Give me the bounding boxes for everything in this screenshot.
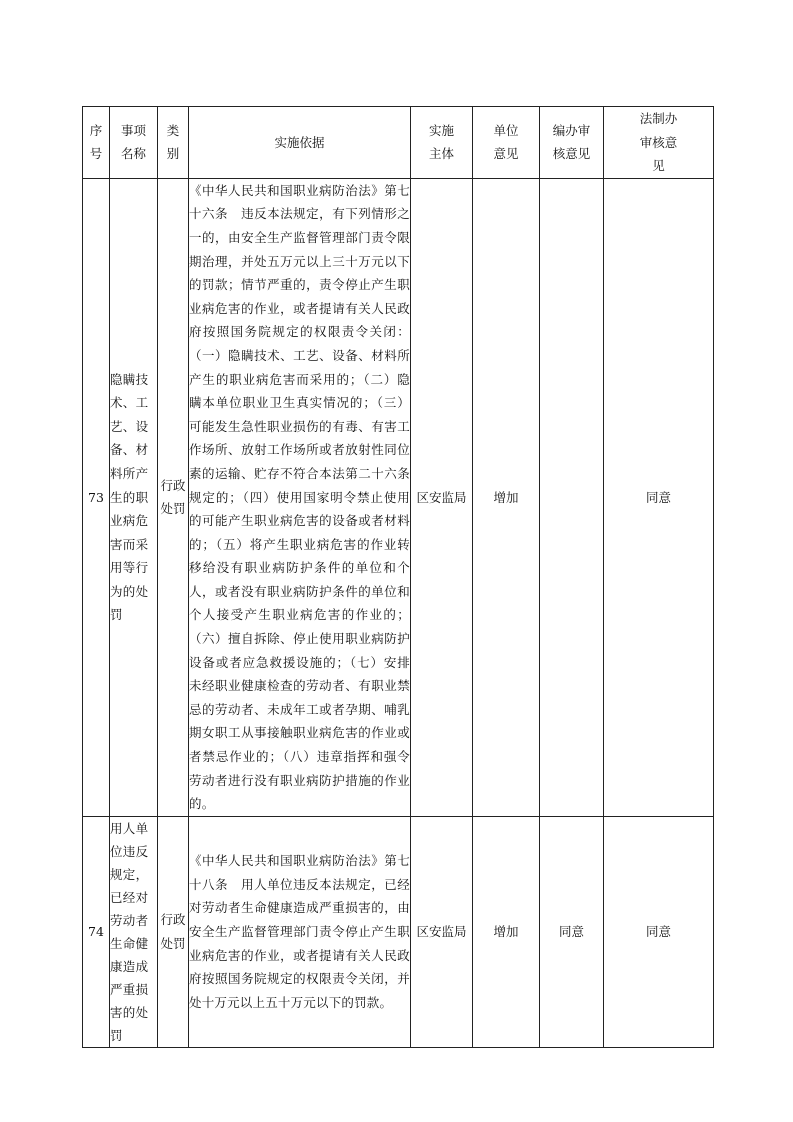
table-row [83, 816, 714, 1047]
row-body: 区安监局 [411, 816, 473, 1047]
header-basis: 实施依据 [189, 107, 411, 179]
row-basis: 《中华人民共和国职业病防治法》第七十八条 用人单位违反本法规定，已经对劳动者生命健康造成严重损害的，由安全生产监督管理部门责令停止产生职业病危害的作业，或者提请有关人民政府按照国务院规定的权限责令关闭，并处十万元以上五十万元以下的罚款。 [189, 816, 411, 1047]
row-body: 区安监局 [411, 178, 473, 816]
header-row [83, 107, 714, 179]
header-unit: 单位意见 [473, 107, 540, 179]
header-name: 事项名称 [110, 107, 158, 179]
row-name: 用人单位违反规定，已经对劳动者生命健康造成严重损害的处罚 [110, 816, 158, 1047]
row-basis: 《中华人民共和国职业病防治法》第七十六条 违反本法规定，有下列情形之一的，由安全生产监督管理部门责令限期治理，并处五万元以上三十万元以下的罚款；情节严重的，责令停止产生职业病危害的作业，或者提请有关人民政府按照国务院规定的权限责令关闭：（一）隐瞒技术、工艺、设备、材料所产生的职业病危害而采用的；（二）隐瞒本单位职业卫生真实情况的；（三）可能发生急性职业损伤的有毒、有害工作场所、放射工作场所或者放射性同位素的运输、贮存不符合本法第二十六条规定的；（四）使用国家明令禁止使用的可能产生职业病危害的设备或者材料的；（五）将产生职业病危害的作业转移给没有职业病防护条件的单位和个人，或者没有职业病防护条件的单位和个人接受产生职业病危害的作业的；（六）擅自拆除、停止使用职业病防护设备或者应急救援设施的；（七）安排未经职业健康检查的劳动者、有职业禁忌的劳动者、未成年工或者孕期、哺乳期女职工从事接触职业病危害的作业或者禁忌作业的；（八）违章指挥和强令劳动者进行没有职业病防护措施的作业的。 [189, 178, 411, 816]
row-bianban: 同意 [540, 816, 604, 1047]
header-seq: 序号 [83, 107, 110, 179]
header-body: 实施主体 [411, 107, 473, 179]
row-type: 行政处罚 [158, 178, 189, 816]
row-unit: 增加 [473, 178, 540, 816]
row-unit: 增加 [473, 816, 540, 1047]
row-seq: 73 [83, 178, 110, 816]
header-type: 类别 [158, 107, 189, 179]
row-bianban [540, 178, 604, 816]
header-fazhi: 法制办审核意见 [604, 107, 714, 179]
row-seq: 74 [83, 816, 110, 1047]
row-fazhi: 同意 [604, 178, 714, 816]
approval-table [82, 106, 714, 1048]
row-type: 行政处罚 [158, 816, 189, 1047]
header-bianban: 编办审核意见 [540, 107, 604, 179]
row-fazhi: 同意 [604, 816, 714, 1047]
row-name: 隐瞒技术、工艺、设备、材料所产生的职业病危害而采用等行为的处罚 [110, 178, 158, 816]
table-row [83, 178, 714, 816]
